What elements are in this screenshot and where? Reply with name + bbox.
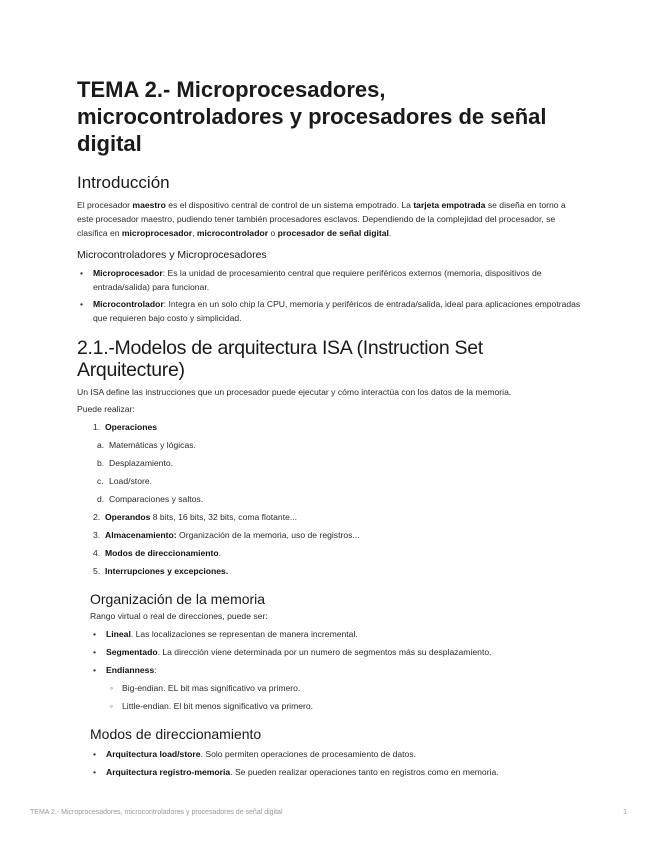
list-item: 1. Operaciones a. Matemáticas y lógicas. b. Desplazamiento. c. Load/store. d. Comparaciones y saltos. [77, 418, 582, 508]
sub-item: ◦ Big-endian. EL bit mas significativo va primero. [106, 679, 582, 697]
list-item: 2. Operandos 8 bits, 16 bits, 32 bits, coma flotante... [93, 512, 298, 522]
list-item: 4. Modos de direccionamiento. [93, 548, 222, 558]
list-item: • Microcontrolador: Integra en un solo chip la CPU, memoria y periféricos de entrada/salida, ideal para aplicaciones empotradas que requieren bajo costo y simplicidad. [77, 297, 582, 325]
sub-item: b. Desplazamiento. [97, 458, 174, 468]
list-item: • Microprocesador: Es la unidad de procesamiento central que requiere periféricos externos (memoria, dispositivos de entrada/salida) para funcionar. [77, 266, 582, 294]
intro-section [77, 173, 582, 325]
intro-subheading: Microcontroladores y Microprocesadores [77, 249, 267, 261]
isa-paragraph-2: Puede realizar: [77, 404, 135, 414]
page-number: 1 [623, 809, 627, 816]
sub-item: ◦ Little-endian. El bit menos significativo va primero. [106, 697, 582, 715]
page-title: TEMA 2.- Microprocesadores, microcontroladores y procesadores de señal digital [77, 77, 547, 156]
sub-item: d. Comparaciones y saltos. [97, 494, 204, 504]
footer-title: TEMA 2.- Microprocesadores, microcontroladores y procesadores de señal digital [30, 809, 283, 816]
memory-heading: Organización de la memoria [90, 591, 266, 607]
list-item: • Arquitectura load/store. Solo permiten operaciones de procesamiento de datos. [90, 745, 582, 763]
isa-section [77, 337, 582, 580]
sub-item: a. Matemáticas y lógicas. [97, 440, 196, 450]
list-item: • Endianness: ◦ Big-endian. EL bit mas significativo va primero. ◦ Little-endian. El bit menos significativo va primero. [90, 661, 582, 715]
isa-paragraph: Un ISA define las instrucciones que un procesador puede ejecutar y cómo interactúa con los datos de la memoria. [77, 387, 512, 397]
modes-heading: Modos de direccionamiento [90, 726, 262, 742]
sub-item: c. Load/store. [97, 476, 152, 486]
document-body [77, 76, 582, 781]
memory-paragraph: Rango virtual o real de direcciones, puede ser: [90, 611, 268, 621]
intro-heading: Introducción [77, 173, 170, 192]
list-item: 3. Almacenamiento: Organización de la memoria, uso de registros... [93, 530, 360, 540]
list-item: • Segmentado. La dirección viene determinada por un numero de segmentos más su desplazamiento. [90, 643, 582, 661]
modes-section [90, 725, 582, 781]
isa-heading: 2.1.-Modelos de arquitectura ISA (Instruction Set Arquitecture) [77, 337, 483, 381]
memory-section [90, 590, 582, 715]
list-item: • Lineal. Las localizaciones se representan de manera incremental. [90, 625, 582, 643]
intro-paragraph: El procesador maestro es el dispositivo central de control de un sistema empotrado. La tarjeta empotrada se diseña en torno a este procesador maestro, pudiendo tener también procesadores esclavos. Dependiendo de la complejidad del procesador, se clasifica en microprocesador, microcontrolador o procesador de señal digital. [77, 200, 566, 238]
list-item: • Arquitectura registro-memoria. Se pueden realizar operaciones tanto en registros como en memoria. [90, 763, 582, 781]
list-item: 5. Interrupciones y excepciones. [93, 566, 229, 576]
title-section [77, 76, 582, 157]
page-footer [30, 809, 627, 816]
